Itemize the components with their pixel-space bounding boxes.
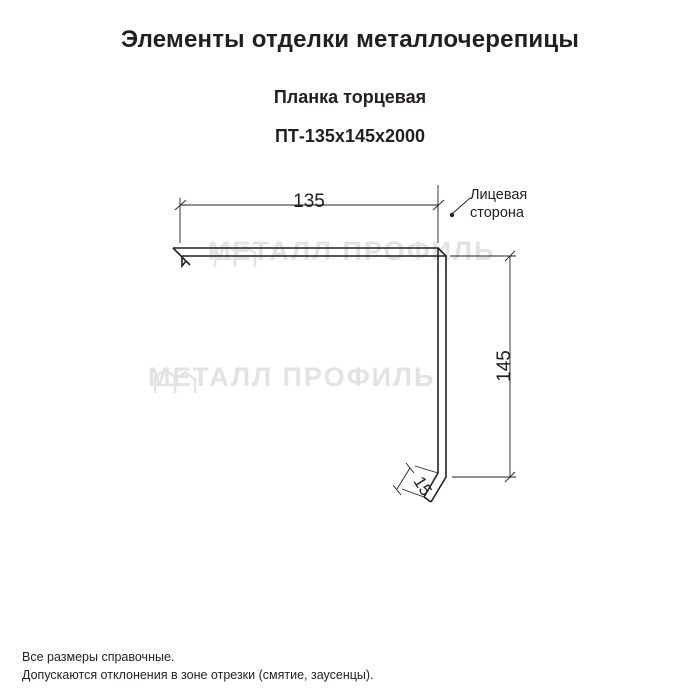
callout-label-line1: Лицевая bbox=[470, 187, 528, 203]
footer-notes bbox=[22, 648, 374, 684]
watermark-text: МЕТАЛЛ ПРОФИЛЬ bbox=[148, 362, 436, 392]
page-title: Элементы отделки металлочерепицы bbox=[120, 26, 580, 53]
dimension-right-label: 145 bbox=[494, 350, 515, 382]
dimension-top-label: 135 bbox=[293, 191, 325, 212]
product-code: ПТ-135х145х2000 bbox=[274, 126, 426, 146]
dimension-bottom-label: 15 bbox=[409, 473, 436, 500]
profile-outline bbox=[173, 248, 446, 502]
footer-note-line2: Допускаются отклонения в зоне отрезки (смятие, заусенцы). bbox=[22, 668, 374, 682]
product-name: Планка торцевая bbox=[273, 87, 427, 107]
callout-leader-line bbox=[452, 198, 470, 214]
callout-label-line2: сторона bbox=[470, 205, 524, 221]
watermark-text: МЕТАЛЛ ПРОФИЛЬ bbox=[208, 236, 496, 266]
footer-note-line1: Все размеры справочные. bbox=[22, 650, 175, 664]
callout-anchor-dot bbox=[450, 213, 454, 217]
